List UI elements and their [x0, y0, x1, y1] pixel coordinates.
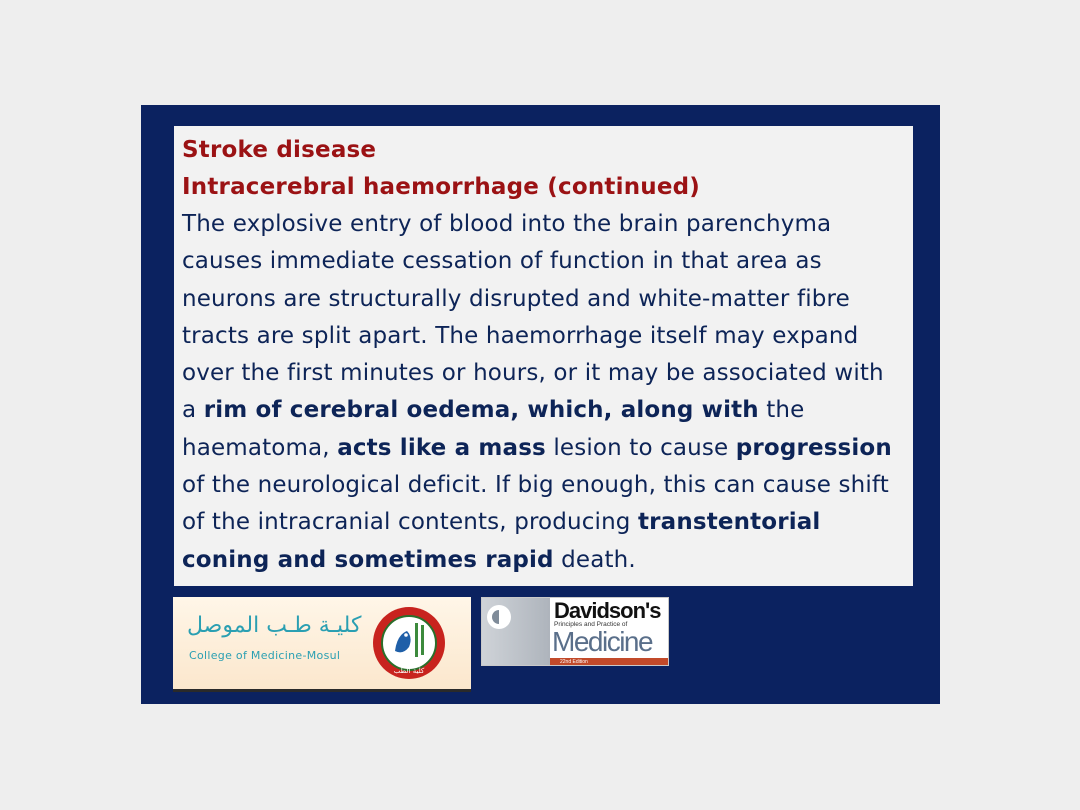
text-run: death. [553, 546, 636, 573]
text-run: of the neurological deficit. If big enough, this can cause shift of the intracranial contents, producing [182, 472, 889, 536]
davidson-emblem-icon [486, 604, 512, 630]
davidson-medicine: Medicine [552, 626, 653, 657]
bold-run: acts like a mass [337, 434, 546, 461]
davidson-title: Davidson's [554, 598, 661, 623]
text-panel [174, 126, 913, 586]
text-run: lesion to cause [545, 434, 736, 461]
mosul-college-logo [173, 597, 471, 689]
text-run: the haematoma, [182, 397, 805, 461]
bold-run: transtentorial coning and sometimes rapid [182, 509, 821, 573]
seal-label: كلية الطب [393, 667, 425, 675]
mosul-english-name: College of Medicine-Mosul [189, 649, 341, 662]
bold-run: progression [735, 434, 892, 461]
bold-run: rim of cerebral oedema, which, along with [203, 397, 759, 424]
davidson-edition: 22nd Edition [560, 659, 588, 665]
davidson-medicine-logo [481, 597, 669, 666]
text-run: The explosive entry of blood into the brain parenchyma causes immediate cessation of function in that area as neurons are structurally disrupted and white-matter fibre tracts are split apart. The haemorrhage itself may expand over the first minutes or hours, or it may be associated with a [182, 211, 884, 424]
college-seal-icon [371, 605, 447, 681]
slide-title: Stroke disease [182, 137, 377, 163]
mosul-arabic-name: كليـة طـب الموصل [187, 613, 362, 638]
body-paragraph [182, 206, 905, 579]
davidson-subtitle: Principles and Practice of [554, 621, 628, 628]
slide-subtitle: Intracerebral haemorrhage (continued) [182, 174, 701, 200]
